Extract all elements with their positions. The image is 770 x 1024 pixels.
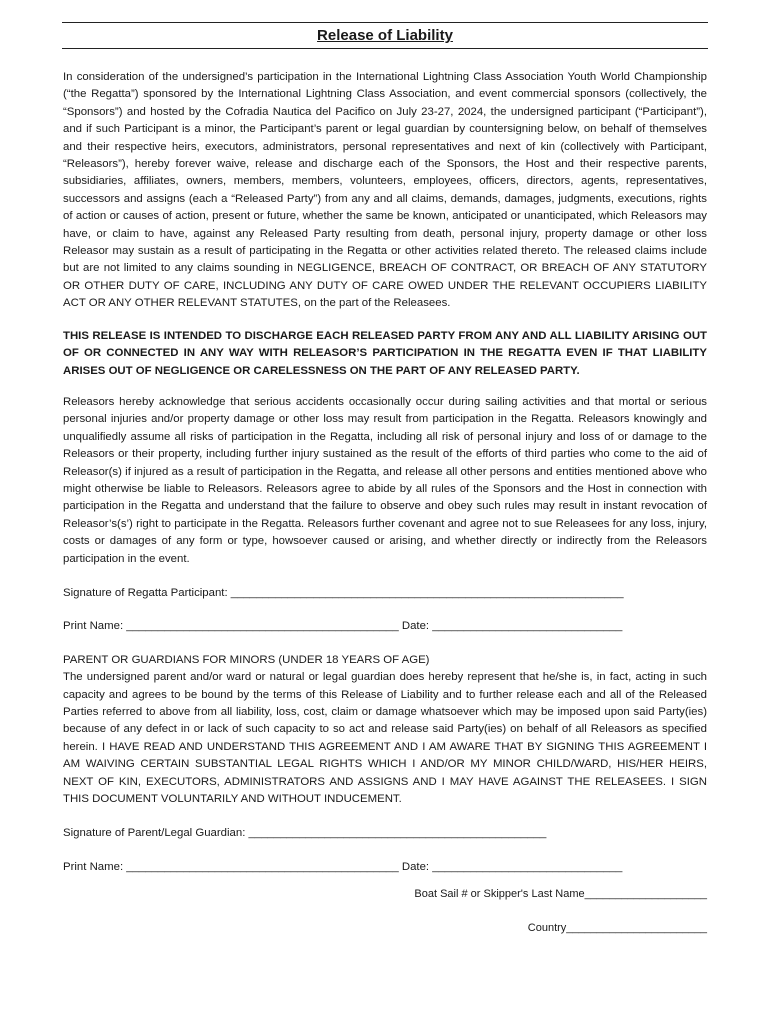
guardian-signature-line[interactable]: Signature of Parent/Legal Guardian: _______________________________________________ [63, 827, 547, 840]
title-rule [62, 48, 708, 49]
consideration-paragraph: In consideration of the undersigned’s participation in the International Lightning Class Association Youth World Championship (“the Regatta”) sponsored by the International Lightning Class Association, and event commercial sponsors (collectively, the “Sponsors”) and hosted by the Cofradia Nautica del Pacifico on July 23-27, 2024, the undersigned participant (“Participant”), and if such Participant is a minor, the Participant’s parent or legal guardian by countersigning below, on behalf of themselves and their respective heirs, executors, administrators, personal representatives and next of kin (collectively with Participant, “Releasors”), hereby forever waive, release and discharge each of the Sponsors, the Host and their respective parents, subsidiaries, affiliates, owners, members, members, volunteers, employees, officers, directors, agents, representatives, successors and assigns (each a “Released Party”) from any and all claims, demands, damages, judgments, executions, rights of action or causes of action, present or future, whether the same be known, anticipated or unanticipated, which Releasors may have, or claim to have, against any Released Party resulting from death, personal injury, property damage or other loss Releasor may sustain as a result of participating in the Regatta or other activities related thereto. The released claims include but are not limited to any claims sounding in NEGLIGENCE, BREACH OF CONTRACT, OR BREACH OF ANY STATUTORY OR OTHER DUTY OF CARE, INCLUDING ANY DUTY OF CARE OWED UNDER THE RELEVANT OCCUPIERS LIABILITY ACT OR ANY OTHER RELEVANT STATUTES, on the part of the Releasees. [63, 71, 707, 310]
guardian-heading: PARENT OR GUARDIANS FOR MINORS (UNDER 18 YEARS OF AGE) [63, 653, 430, 666]
release-intent-paragraph: THIS RELEASE IS INTENDED TO DISCHARGE EACH RELEASED PARTY FROM ANY AND ALL LIABILITY ARISING OUT OF OR CONNECTED IN ANY WAY WITH RELEASOR’S PARTICIPATION IN THE REGATTA EVEN IF THAT LIABILITY ARISES OUT OF NEGLIGENCE OR CARELESSNESS ON THE PART OF ANY RELEASED PARTY. [63, 329, 707, 377]
country-line[interactable]: Country_______________________ [527, 921, 707, 934]
document-body [63, 69, 707, 937]
guardian-section [63, 652, 707, 809]
top-rule [62, 22, 708, 23]
guardian-paragraph: The undersigned parent and/or ward or natural or legal guardian does hereby represent that he/she is, in fact, acting in such capacity and agrees to be bound by the terms of this Release of Liability and to further release each and all of the Released Parties referred to above from all liability, loss, cost, claim or damage whatsoever which may be imposed upon said Party(ies) because of any defect in or lack of such capacity to so act and release said Party(ies) on behalf of all Releasors as specified herein. I HAVE READ AND UNDERSTAND THIS AGREEMENT AND I AM AWARE THAT BY SIGNING THIS AGREEMENT I AM WAIVING CERTAIN SUBSTANTIAL LEGAL RIGHTS WHICH I AND/OR MY MINOR CHILD/WARD, HIS/HER HEIRS, NEXT OF KIN, EXECUTORS, ADMINISTRATORS AND ASSIGNS AND I MAY HAVE AGAINST THE RELEASEES. I SIGN THIS DOCUMENT VOLUNTARILY AND WITHOUT INDUCEMENT. [63, 671, 707, 806]
risk-acknowledgement-paragraph: Releasors hereby acknowledge that serious accidents occasionally occur during sailing activities and that mortal or serious personal injuries and/or property damage or other loss may result from participation in the Regatta. Releasors knowingly and unqualifiedly assume all risks of participation in the Regatta, including all risk of personal injury and loss of or damage to the Releasors or their property, including further injury sustained as the result of the efforts of third parties who come to the aid of Releasor(s) if injured as a result of participation in the Regatta, and release all other persons and entities mentioned above who might otherwise be liable to Releasors. Releasors agree to abide by all rules of the Sponsors and the Host in connection with participation in the Regatta and understand that the failure to observe and obey such rules may result in instant revocation of Releasor’s(s’) right to participate in the Regatta. Releasors further covenant and agree not to sue Releasees for any loss, injury, costs or damages of any form or type, howsoever caused or arising, and whether directly or indirectly from the Releasors participation in the event. [63, 395, 707, 565]
document-title: Release of Liability [317, 27, 453, 44]
guardian-print-name-date-line[interactable]: Print Name: ___________________________________________ Date: ______________________________ [63, 860, 623, 873]
participant-signature-line[interactable]: Signature of Regatta Participant: ______________________________________________________________ [63, 586, 624, 599]
boat-sail-line[interactable]: Boat Sail # or Skipper's Last Name____________________ [414, 888, 707, 901]
participant-print-name-date-line[interactable]: Print Name: ___________________________________________ Date: ______________________________ [63, 620, 623, 633]
